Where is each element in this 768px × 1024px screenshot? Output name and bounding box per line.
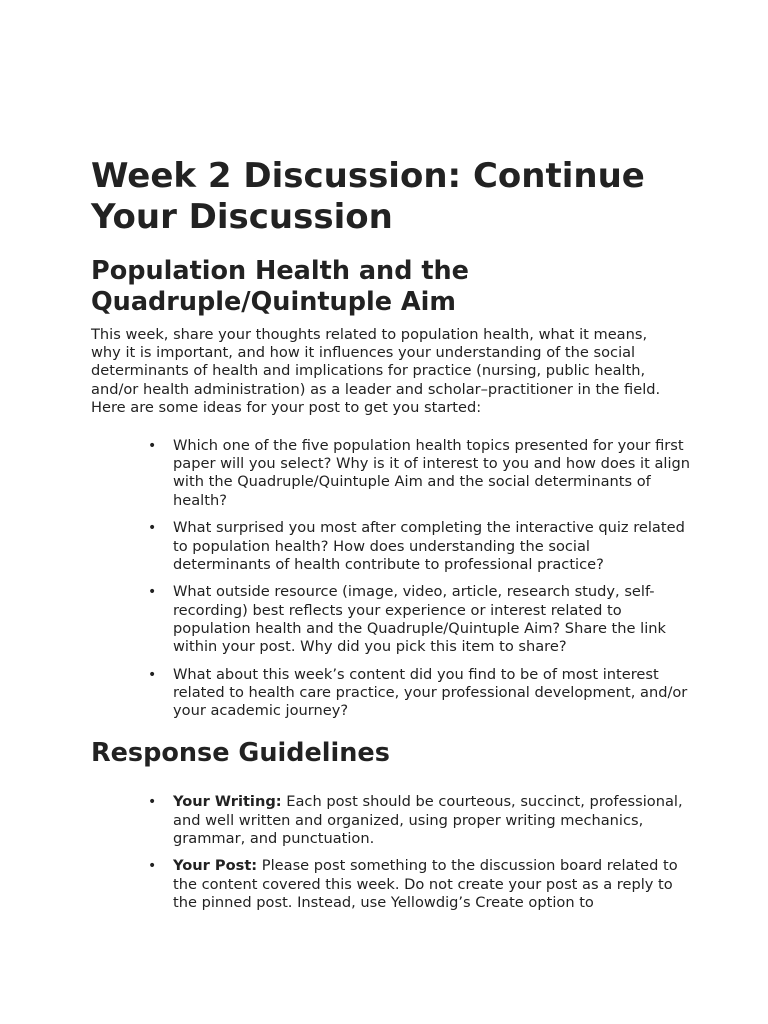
list-item-text: What outside resource (image, video, article, research study, self-recording) best reflects your experience or interest related to population health and the Quadruple/Quintuple Aim? Share the link within your post. Why did you pick this item to share?: [173, 583, 666, 656]
list-item: [91, 666, 691, 721]
page-title: Week 2 Discussion: Continue Your Discussion: [91, 156, 645, 237]
list-item-text: What about this week’s content did you find to be of most interest related to health care practice, your professional development, and/or your academic journey?: [173, 665, 688, 720]
section-heading-population-health: Population Health and the Quadruple/Quintuple Aim: [91, 256, 469, 317]
intro-paragraph: This week, share your thoughts related to population health, what it means, why it is important, and how it influences your understanding of the social determinants of health and implications for practice (nursing, public health, and/or health administration) as a leader and scholar–practitioner in the field. Here are some ideas for your post to get you started:: [91, 326, 661, 416]
list-item: [91, 857, 691, 912]
list-item-text: What surprised you most after completing the interactive quiz related to population health? How does understanding the social determinants of health contribute to professional practice?: [173, 519, 685, 573]
bullet-icon: •: [148, 666, 157, 683]
bullet-icon: •: [148, 438, 157, 455]
guideline-text: Please post something to the discussion board related to the content covered this week. Do not create your post as a reply to the pinned post. Instead, use Yellowdig’s Create option to: [173, 857, 678, 911]
response-guidelines-list: [91, 793, 691, 912]
bullet-icon: •: [148, 858, 157, 875]
list-item: [91, 793, 691, 848]
discussion-ideas-list: [91, 437, 691, 720]
guideline-label: Your Post:: [173, 857, 258, 875]
bullet-icon: •: [148, 584, 157, 601]
list-item: [91, 437, 691, 510]
guideline-text: Each post should be courteous, succinct, professional, and well written and organized, using proper writing mechanics, grammar, and punctuation.: [173, 793, 683, 847]
bullet-icon: •: [148, 520, 157, 537]
guideline-label: Your Writing:: [173, 793, 282, 811]
document-page: [91, 156, 691, 922]
section-heading-response-guidelines: Response Guidelines: [91, 738, 390, 769]
list-item-text: Which one of the five population health topics presented for your first paper will you select? Why is it of interest to you and how does it align with the Quadruple/Quintuple Aim and the social determinants of health?: [173, 437, 691, 509]
bullet-icon: •: [148, 794, 157, 811]
list-item: [91, 583, 691, 656]
list-item: [91, 519, 691, 574]
